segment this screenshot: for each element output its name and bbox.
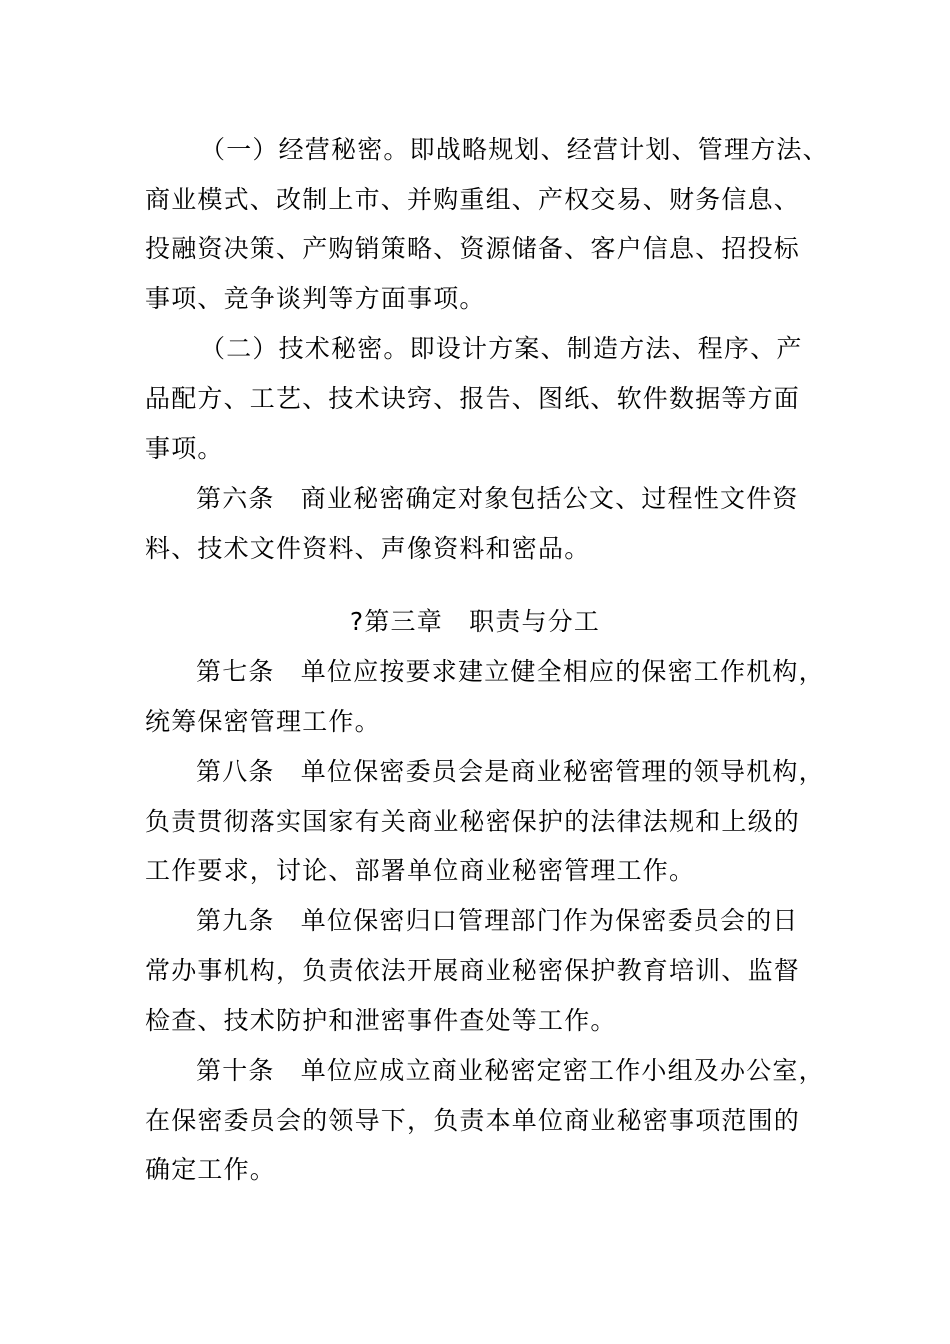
text-line: 负责贯彻落实国家有关商业秘密保护的法律法规和上级的 [145,807,801,836]
text-line: （二）技术秘密。即设计方案、制造方法、程序、产 [200,334,803,363]
text-line: 料、技术文件资料、声像资料和密品。 [145,534,591,563]
text-line: 事项。 [145,434,224,463]
article-8-line: 第八条 单位保密委员会是商业秘密管理的领导机构， [196,757,825,786]
text-line: 投融资决策、产购销策略、资源储备、客户信息、招投标 [145,234,801,263]
text-line: 检查、技术防护和泄密事件查处等工作。 [145,1006,617,1035]
text-line: （一）经营秘密。即战略规划、经营计划、管理方法、 [200,135,829,164]
article-6-line: 第六条 商业秘密确定对象包括公文、过程性文件资 [196,484,799,513]
article-10-line: 第十条 单位应成立商业秘密定密工作小组及办公室， [196,1056,825,1085]
text-line: 在保密委员会的领导下，负责本单位商业秘密事项范围的 [145,1106,801,1135]
article-7-line: 第七条 单位应按要求建立健全相应的保密工作机构， [196,657,825,686]
text-line: 常办事机构，负责依法开展商业秘密保护教育培训、监督 [145,956,801,985]
text-line: 工作要求，讨论、部署单位商业秘密管理工作。 [145,856,696,885]
article-9-line: 第九条 单位保密归口管理部门作为保密委员会的日 [196,906,799,935]
text-line: 商业模式、改制上市、并购重组、产权交易、财务信息、 [145,185,801,214]
text-line: 统筹保密管理工作。 [145,707,381,736]
text-line: 事项、竞争谈判等方面事项。 [145,284,486,313]
chapter-heading: ?第三章 职责与分工 [349,607,601,636]
text-line: 品配方、工艺、技术诀窍、报告、图纸、软件数据等方面 [145,384,801,413]
text-line: 确定工作。 [145,1155,277,1184]
